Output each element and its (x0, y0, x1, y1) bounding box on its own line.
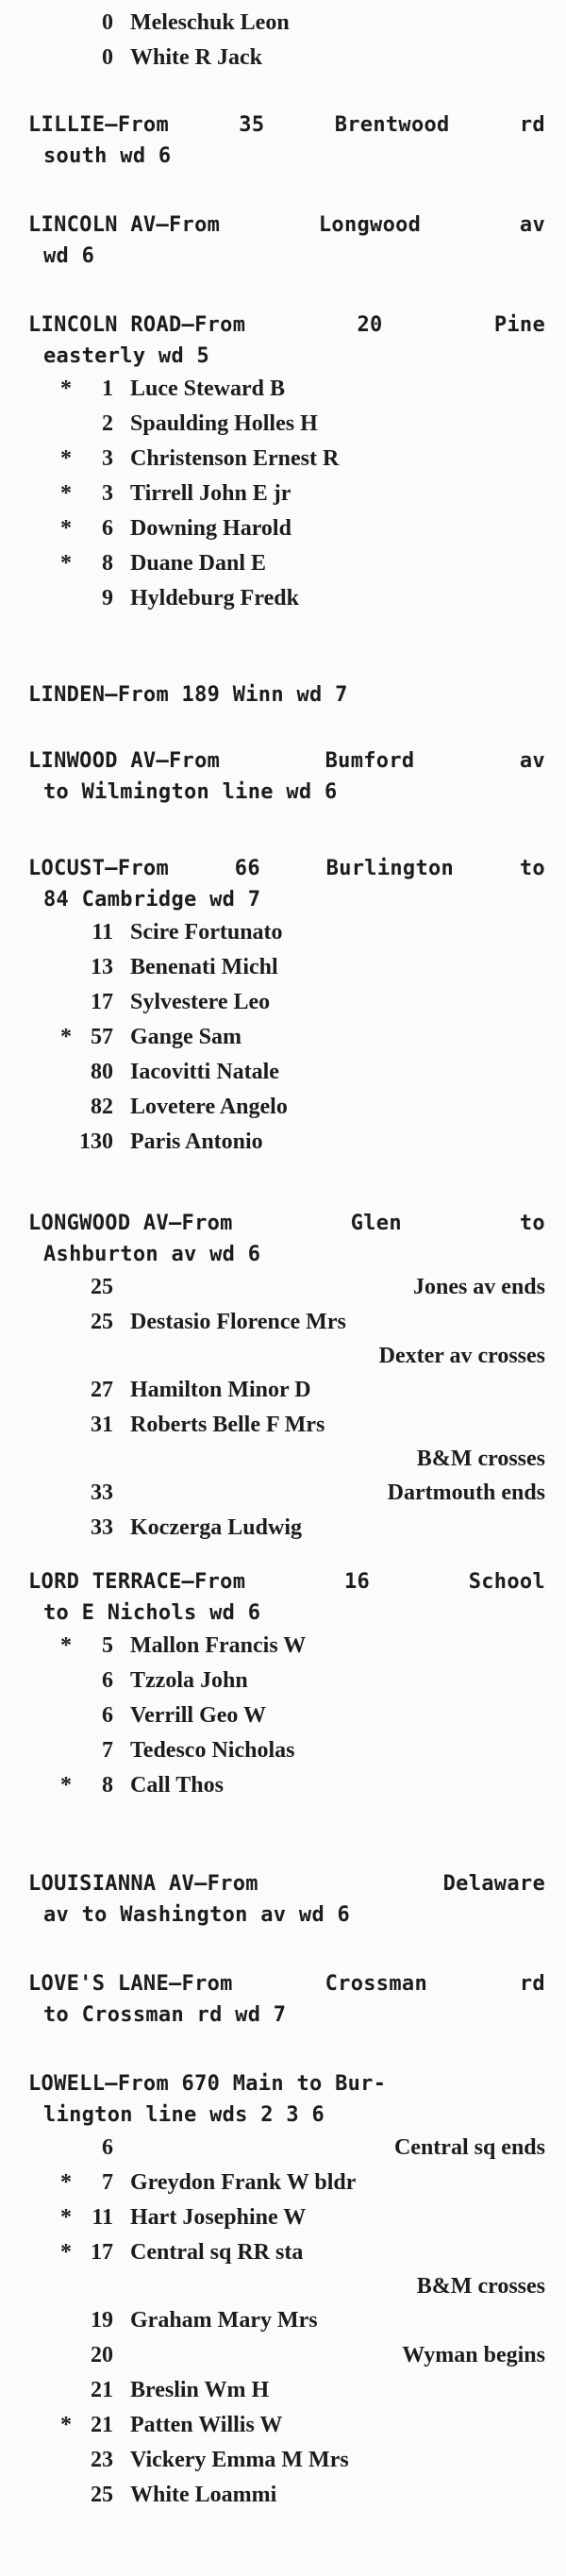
street-heading: LONGWOOD AV—From Glen to (28, 1212, 545, 1235)
continued-entries (0, 6, 566, 75)
list-item: * 5 Mallon Francis W (60, 1633, 307, 1658)
list-item (0, 41, 566, 75)
cross-street-note: Central sq ends (393, 2135, 545, 2160)
list-item: 25 Jones av ends (0, 1270, 566, 1305)
street-heading: LINCOLN ROAD—From 20 Pine (28, 313, 545, 337)
street-lincoln-road (0, 309, 566, 616)
list-item: * 7 Greydon Frank W bldr (60, 2170, 357, 2195)
list-item: 130 Paris Antonio (79, 1129, 263, 1154)
list-item: 23 Vickery Emma M Mrs (91, 2448, 349, 2472)
street-heading-cont: Ashburton av wd 6 (43, 1243, 261, 1266)
street-lowell (0, 2068, 566, 2513)
list-item: * 6 Downing Harold (60, 516, 291, 541)
street-heading: LINWOOD AV—From Bumford av (28, 749, 545, 773)
list-item: 2 Spaulding Holles H (102, 411, 318, 436)
street-heading: LINDEN—From 189 Winn wd 7 (28, 683, 348, 707)
list-item: * 1 Luce Steward B (60, 376, 285, 401)
list-item: * 8 Duane Danl E (60, 551, 267, 576)
street-lillie (0, 109, 566, 172)
street-heading-cont: to E Nichols wd 6 (43, 1601, 261, 1625)
street-heading: LINCOLN AV—From Longwood av (28, 213, 545, 237)
cross-street-note: B&M crosses (416, 2274, 545, 2299)
street-louisianna-av (0, 1868, 566, 1931)
list-item: * 11 Hart Josephine W (60, 2205, 307, 2230)
cross-street-note: Dexter av crosses (378, 1344, 545, 1368)
list-item: 17 Sylvestere Leo (91, 990, 271, 1014)
list-item: 19 Graham Mary Mrs (91, 2308, 318, 2333)
list-item: * 17 Central sq RR sta (60, 2240, 304, 2265)
list-item: 33 Koczerga Ludwig (91, 1515, 302, 1540)
street-heading-cont: easterly wd 5 (43, 344, 210, 368)
list-item: 82 Lovetere Angelo (91, 1095, 288, 1119)
list-item: 11 Scire Fortunato (92, 920, 283, 945)
street-heading: LOUISIANNA AV—From Delaware (28, 1872, 545, 1896)
cross-street-note: Jones av ends (412, 1275, 545, 1299)
street-heading: LORD TERRACE—From 16 School (28, 1570, 545, 1594)
list-item: 13 Benenati Michl (91, 955, 278, 979)
street-heading-cont: av to Washington av wd 6 (43, 1903, 351, 1927)
street-heading-cont: south wd 6 (43, 144, 172, 168)
street-heading: LOWELL—From 670 Main to Bur- (28, 2072, 387, 2096)
list-item: * 57 Gange Sam (60, 1025, 242, 1049)
cross-street-note: Wyman begins (402, 2343, 545, 2367)
street-loves-lane (0, 1968, 566, 2031)
list-item: * 8 Call Thos (60, 1773, 224, 1798)
list-item: 6 Tzzola John (102, 1668, 248, 1693)
list-item: 21 Breslin Wm H (91, 2378, 270, 2402)
resident-name: Meleschuk Leon (130, 10, 290, 35)
street-heading-cont: to Wilmington line wd 6 (43, 780, 338, 804)
street-heading: LILLIE—From 35 Brentwood rd (28, 113, 545, 137)
list-item (0, 6, 566, 41)
list-item: 25 White Loammi (91, 2483, 277, 2507)
resident-name: White R Jack (130, 45, 262, 70)
list-item: 20 Wyman begins (0, 2338, 566, 2373)
street-heading-cont: lington line wds 2 3 6 (43, 2103, 325, 2127)
list-item: 33 Dartmouth ends (0, 1476, 566, 1511)
house-number: 0 (102, 45, 113, 70)
street-heading: LOVE'S LANE—From Crossman rd (28, 1972, 545, 1996)
list-item: * 3 Tirrell John E jr (60, 481, 291, 506)
street-heading-cont: 84 Cambridge wd 7 (43, 888, 261, 912)
list-item: 25 Destasio Florence Mrs (91, 1310, 346, 1334)
street-linden (0, 679, 566, 711)
street-heading: LOCUST—From 66 Burlington to (28, 857, 545, 880)
street-locust (0, 853, 566, 1160)
list-item: * 21 Patten Willis W (60, 2413, 283, 2437)
list-item: 27 Hamilton Minor D (91, 1378, 311, 1402)
street-heading-cont: to Crossman rd wd 7 (43, 2003, 287, 2027)
list-item: 80 Iacovitti Natale (91, 1060, 279, 1084)
cross-street-note: Dartmouth ends (387, 1480, 545, 1505)
list-item: 31 Roberts Belle F Mrs (91, 1413, 325, 1437)
list-item: 6 Central sq ends (0, 2131, 566, 2166)
house-number: 0 (102, 10, 113, 35)
list-item: 9 Hyldeburg Fredk (102, 586, 299, 611)
cross-street-note: B&M crosses (416, 1447, 545, 1471)
street-heading-cont: wd 6 (43, 244, 95, 268)
list-item: 7 Tedesco Nicholas (102, 1738, 295, 1763)
street-linwood (0, 745, 566, 808)
list-item: 6 Verrill Geo W (102, 1703, 266, 1728)
street-longwood-av (0, 1208, 566, 1546)
street-lincoln-av (0, 209, 566, 272)
list-item: * 3 Christenson Ernest R (60, 446, 340, 471)
street-lord-terrace (0, 1566, 566, 1803)
